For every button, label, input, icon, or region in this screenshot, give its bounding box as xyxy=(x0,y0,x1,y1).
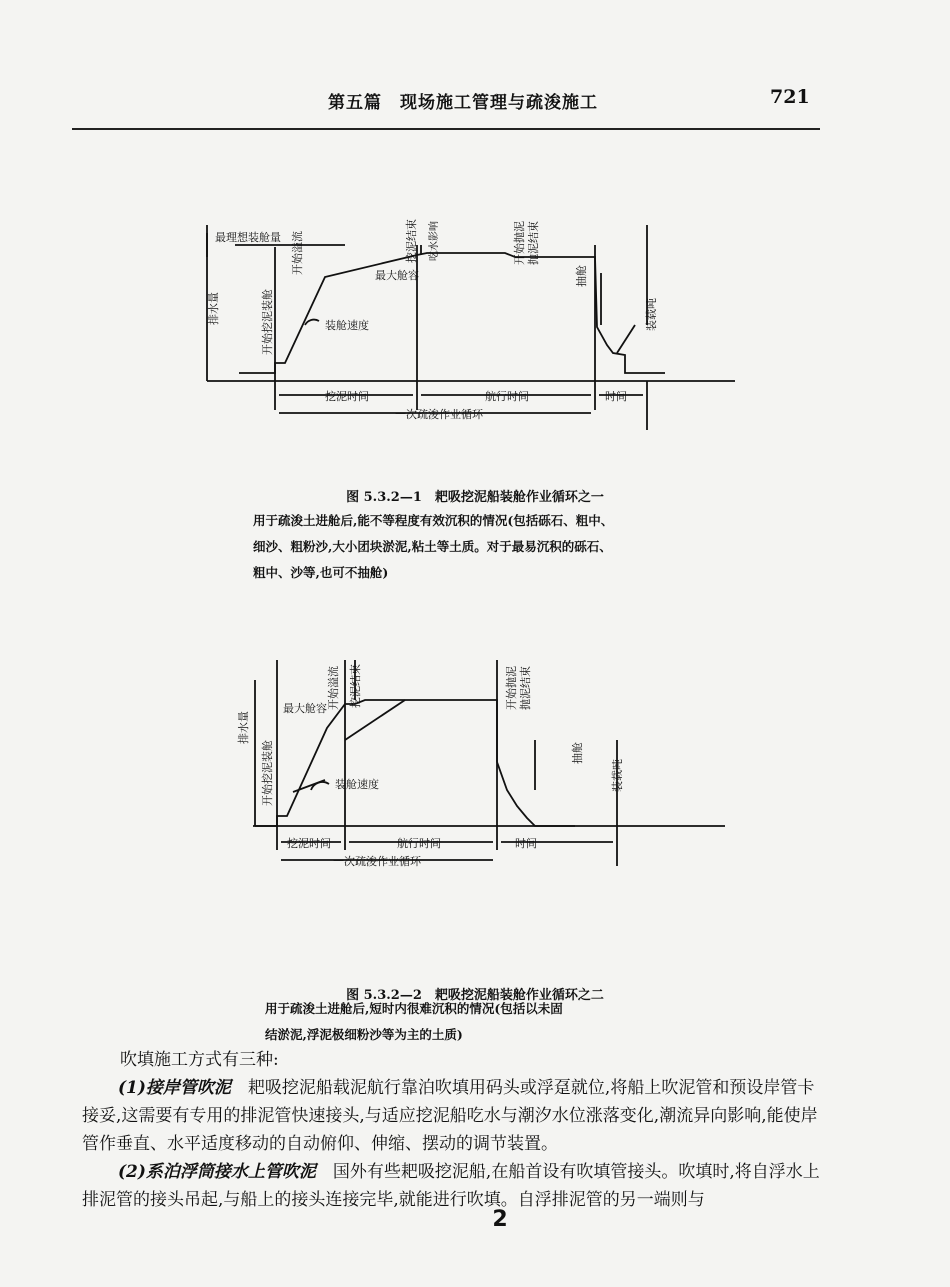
fig2-dredge-end-label: 挖泥结束 xyxy=(349,664,362,708)
figure-1-note-line: 细沙、粗粉沙,大小团块淤泥,粘土等土质。对于最易沉积的砾石、 xyxy=(253,539,612,554)
fig1-pump-out-label: 抽舱 xyxy=(575,265,588,287)
fig2-time-label: 时间 xyxy=(515,837,537,850)
figure-2-note-line: 结淤泥,浮泥极细粉沙等为主的土质) xyxy=(265,1027,463,1042)
figure-1-note xyxy=(253,508,613,586)
body-text xyxy=(82,1046,822,1214)
page-number: 721 xyxy=(770,86,810,108)
fig1-dredge-time-label: 挖泥时间 xyxy=(325,390,369,403)
fig1-dredge-end-label: 挖泥结束 xyxy=(405,219,418,263)
fig2-pump-out-label: 抽舱 xyxy=(571,742,584,764)
fig2-dredge-time-label: 挖泥时间 xyxy=(287,837,331,850)
fig1-sail-time-label: 航行时间 xyxy=(485,390,529,403)
fig1-time-label: 时间 xyxy=(605,390,627,403)
item-2-text: 国外有些耙吸挖泥船,在船首设有吹填管接头。吹填时,将自浮水上排泥管的接头吊起,与船上的接头连接完毕,就能进行吹填。自浮排泥管的另一端则与 xyxy=(82,1162,820,1210)
fig1-max-capacity-label: 最大舱容 xyxy=(375,269,419,282)
fig1-draft-effect-label: 吃水影响 xyxy=(429,221,440,261)
fig1-start-dredge-label: 开始挖泥装舱 xyxy=(261,289,274,355)
item-2-paragraph xyxy=(82,1158,822,1214)
fig2-start-dredge-label: 开始挖泥装舱 xyxy=(261,740,274,806)
fig2-y-axis-label: 排水量 xyxy=(237,711,250,744)
intro-paragraph: 吹填施工方式有三种: xyxy=(120,1050,279,1070)
fig1-start-discharge-label: 开始抛泥 xyxy=(513,221,526,265)
fig1-load-ton-label: 装载吨 xyxy=(645,298,658,331)
figure-2-note-line: 用于疏浚土进舱后,短时内很难沉积的情况(包括以未固 xyxy=(265,1001,563,1016)
figure-2-caption: 图 5.3.2—2 耙吸挖泥船装舱作业循环之二 xyxy=(346,988,604,1003)
fig1-speed-label: 装舱速度 xyxy=(325,319,369,332)
fig2-max-capacity-label: 最大舱容 xyxy=(283,702,327,715)
fig2-sail-time-label: 航行时间 xyxy=(397,837,441,850)
item-1-text: 耙吸挖泥船载泥航行靠泊吹填用码头或浮趸就位,将船上吹泥管和预设岸管卡接妥,这需要有专用的排泥管快速接头,与适应挖泥船吃水与潮汐水位涨落变化,潮流异向影响,能使岸管作垂直、水平适度移动的自动俯仰、伸缩、摆动的调节装置。 xyxy=(82,1078,818,1154)
header-rule xyxy=(72,128,820,130)
figure-1-note-line: 用于疏浚土进舱后,能不等程度有效沉积的情况(包括砾石、粗中、 xyxy=(253,513,614,528)
item-1-paragraph xyxy=(82,1074,822,1158)
fig1-discharge-end-label: 抛泥结束 xyxy=(527,221,540,265)
fig2-start-overflow-label: 开始溢流 xyxy=(327,666,340,710)
fig2-discharge-end-label: 抛泥结束 xyxy=(519,666,532,710)
figure-1-caption: 图 5.3.2—1 耙吸挖泥船装舱作业循环之一 xyxy=(346,490,604,505)
fig2-start-discharge-label: 开始抛泥 xyxy=(505,666,518,710)
fig1-ideal-load-label: 最理想装舱量 xyxy=(215,231,281,244)
fig2-cycle-label: 一次疏浚作业循环 xyxy=(333,855,421,868)
fig1-start-overflow-label: 开始溢流 xyxy=(291,231,304,275)
fig1-y-axis-label: 排水量 xyxy=(207,292,220,325)
figure-2-note xyxy=(265,996,563,1048)
fig2-load-ton-label: 装载吨 xyxy=(611,759,624,792)
item-1-term: (1)接岸管吹泥 xyxy=(118,1078,231,1098)
sheet-number: 2 xyxy=(492,1207,508,1232)
figure-1-note-line: 粗中、沙等,也可不抽舱) xyxy=(253,565,389,580)
figure-1-diagram xyxy=(195,205,755,445)
item-2-term: (2)系泊浮筒接水上管吹泥 xyxy=(118,1162,316,1182)
fig2-speed-label: 装舱速度 xyxy=(335,778,379,791)
fig1-cycle-label: 一次疏浚作业循环 xyxy=(395,408,483,421)
figure-2-diagram xyxy=(215,640,735,880)
section-header: 第五篇 现场施工管理与疏浚施工 xyxy=(328,93,598,113)
